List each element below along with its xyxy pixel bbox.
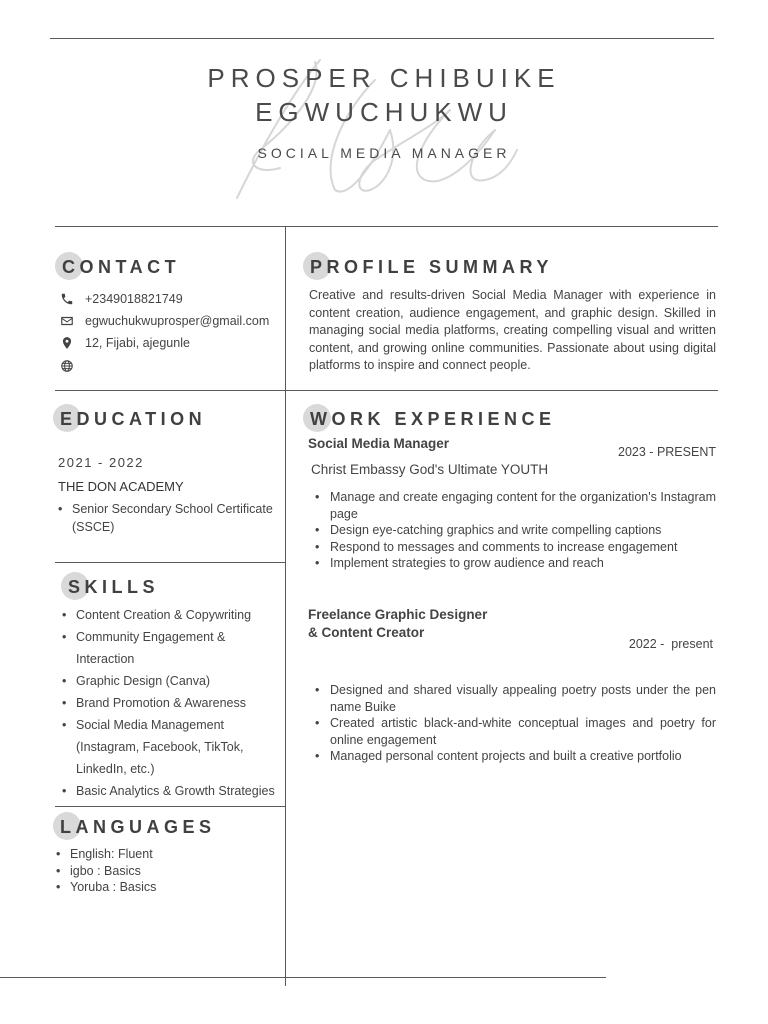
job-1-date: 2023 - PRESENT (618, 445, 716, 459)
job-2-title-line-1: Freelance Graphic Designer (308, 607, 488, 622)
contact-address: 12, Fijabi, ajegunle (59, 334, 190, 352)
left-rule-skills (55, 562, 285, 563)
list-item: • Content Creation & Copywriting (60, 604, 285, 626)
work-experience-heading: WORK EXPERIENCE (310, 405, 556, 433)
column-divider (285, 226, 286, 986)
mail-icon (59, 313, 75, 329)
bottom-rule (0, 977, 606, 978)
contact-heading: CONTACT (62, 253, 180, 281)
job-1-title: Social Media Manager (308, 436, 450, 451)
contact-email: egwuchukwuprosper@gmail.com (59, 312, 269, 330)
job-2-date: 2022 - present (628, 637, 713, 651)
header-bottom-rule (55, 226, 718, 227)
row-rule-1 (55, 390, 718, 391)
list-item: • Graphic Design (Canva) (60, 670, 285, 692)
skills-heading: SKILLS (68, 573, 159, 601)
job-2-title-line-2: & Content Creator (308, 625, 425, 640)
left-rule-languages (55, 806, 285, 807)
list-item: • English: Fluent (54, 846, 274, 863)
education-years: 2021 - 2022 (58, 455, 144, 470)
list-item: • Created artistic black-and-white conceptual images and poetry for online engagement (309, 715, 716, 748)
job-1-bullets (309, 489, 716, 572)
list-item: • igbo : Basics (54, 863, 274, 880)
full-name-line-1: PROSPER CHIBUIKE (207, 63, 561, 93)
list-item: • Design eye-catching graphics and write compelling captions (309, 522, 716, 539)
profile-summary-text: Creative and results-driven Social Media Manager with experience in content creation, audience engagement, and graphic design. Skilled in managing social media platforms, creating compelling visual and written content, and growing online communities. Passionate about using digital platforms to inspire and connect people. (309, 288, 716, 372)
job-title: SOCIAL MEDIA MANAGER (257, 145, 511, 161)
full-name-line-2: EGWUCHUKWU (255, 97, 513, 127)
top-rule (50, 38, 714, 39)
list-item: • Designed and shared visually appealing poetry posts under the pen name Buike (309, 682, 716, 715)
contact-phone: +2349018821749 (59, 290, 183, 308)
list-item: • Social Media Management (Instagram, Facebook, TikTok, LinkedIn, etc.) (60, 714, 261, 780)
list-item: • Brand Promotion & Awareness (60, 692, 285, 714)
list-item: • Managed personal content projects and built a creative portfolio (309, 748, 716, 765)
education-list (56, 500, 281, 536)
list-item: • Senior Secondary School Certificate (SSCE) (56, 500, 281, 536)
list-item: • Implement strategies to grow audience and reach (309, 555, 716, 572)
list-item: • Yoruba : Basics (54, 879, 274, 896)
languages-list (54, 846, 274, 896)
contact-website (59, 357, 85, 375)
job-2-bullets (309, 682, 716, 765)
list-item: • Basic Analytics & Growth Strategies (60, 780, 285, 802)
globe-icon (59, 358, 75, 374)
education-school: THE DON ACADEMY (58, 479, 184, 494)
list-item: • Respond to messages and comments to increase engagement (309, 539, 716, 556)
phone-icon (59, 291, 75, 307)
languages-heading: LANGUAGES (60, 813, 216, 841)
list-item: • Manage and create engaging content for the organization's Instagram page (309, 489, 716, 522)
list-item: • Community Engagement & Interaction (60, 626, 246, 670)
location-pin-icon (59, 335, 75, 351)
job-1-organization: Christ Embassy God's Ultimate YOUTH (311, 462, 549, 477)
skills-list (60, 604, 285, 802)
profile-summary-heading: PROFILE SUMMARY (310, 253, 553, 281)
education-heading: EDUCATION (60, 405, 206, 433)
